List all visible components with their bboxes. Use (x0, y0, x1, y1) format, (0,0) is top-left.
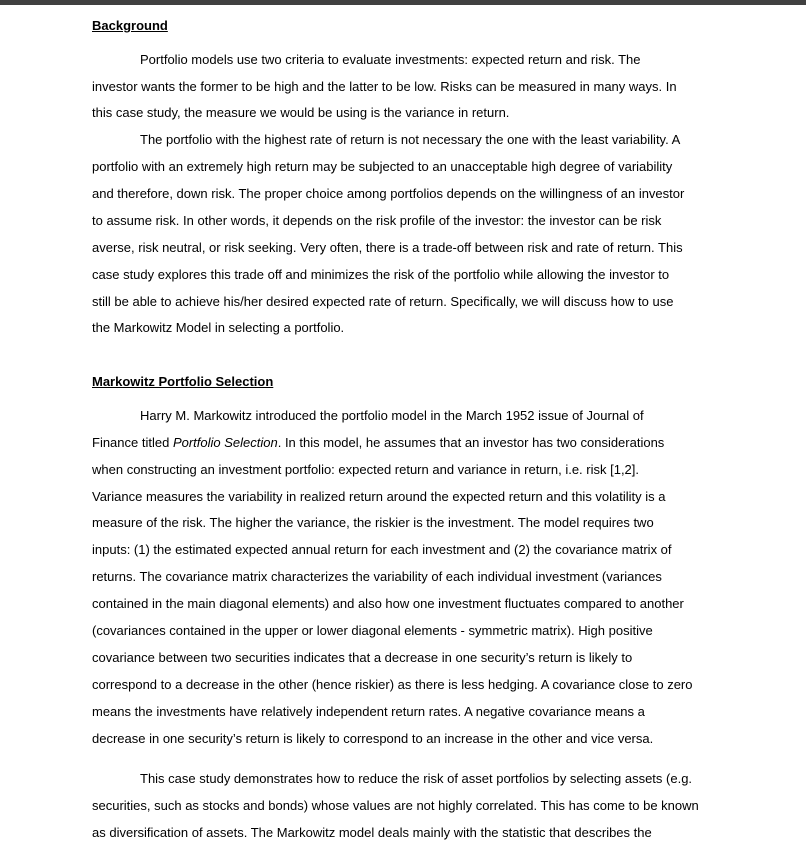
paragraph-line: investor wants the former to be high and the latter to be low. Risks can be measured in many ways. In (92, 79, 677, 94)
paragraph-line: decrease in one security’s return is likely to correspond to an increase in the other and vice versa. (92, 731, 654, 746)
paragraph-line: inputs: (1) the estimated expected annual return for each investment and (2) the covariance matrix of (92, 542, 672, 557)
paragraph-line: measure of the risk. The higher the variance, the riskier is the investment. The model requires two (92, 515, 654, 530)
paragraph-line: when constructing an investment portfolio: expected return and variance in return, i.e. risk [1,2]. (92, 462, 640, 477)
line-text: . In this model, he assumes that an investor has two considerations (277, 435, 665, 450)
paragraph-line: The portfolio with the highest rate of return is not necessary the one with the least variability. A (140, 132, 681, 147)
paragraph-line: correspond to a decrease in the other (hence riskier) as there is less hedging. A covariance close to zero (92, 677, 693, 692)
paragraph-line: averse, risk neutral, or risk seeking. Very often, there is a trade-off between risk and rate of return. This (92, 240, 683, 255)
paragraph-line: this case study, the measure we would be using is the variance in return. (92, 105, 510, 120)
paragraph-line: the Markowitz Model in selecting a portfolio. (92, 320, 345, 335)
paragraph-line (92, 435, 664, 451)
paragraph-line: means the investments have relatively independent return rates. A negative covariance means a (92, 704, 645, 719)
paragraph-line: This case study demonstrates how to reduce the risk of asset portfolios by selecting assets (e.g. (140, 771, 693, 786)
paragraph-line: still be able to achieve his/her desired expected rate of return. Specifically, we will discuss how to use (92, 294, 674, 309)
paragraph-line: Portfolio models use two criteria to evaluate investments: expected return and risk. The (140, 52, 641, 67)
line-text: Finance titled (92, 435, 173, 450)
paragraph-line: to assume risk. In other words, it depends on the risk profile of the investor: the investor can be risk (92, 213, 662, 228)
paragraph-line: Variance measures the variability in realized return around the expected return and this volatility is a (92, 489, 666, 504)
markowitz-heading: Markowitz Portfolio Selection (92, 374, 274, 389)
publication-title: Portfolio Selection (172, 435, 278, 450)
paragraph-line: case study explores this trade off and minimizes the risk of the portfolio while allowing the investor to (92, 267, 670, 282)
paragraph-line: portfolio with an extremely high return may be subjected to an unacceptable high degree of variability (92, 159, 673, 174)
background-heading: Background (92, 18, 168, 33)
paragraph-line: as diversification of assets. The Markowitz model deals mainly with the statistic that describes the (92, 825, 652, 840)
paragraph-line: (covariances contained in the upper or lower diagonal elements - symmetric matrix). High positive (92, 623, 653, 638)
paragraph-line: Harry M. Markowitz introduced the portfolio model in the March 1952 issue of Journal of (140, 408, 644, 423)
paragraph-line: returns. The covariance matrix characterizes the variability of each individual investment (variances (92, 569, 662, 584)
paragraph-line: covariance between two securities indicates that a decrease in one security’s return is likely to (92, 650, 633, 665)
window-top-bar (0, 0, 806, 5)
paragraph-line: contained in the main diagonal elements) and also how one investment fluctuates compared to another (92, 596, 684, 611)
paragraph-line: securities, such as stocks and bonds) whose values are not highly correlated. This has come to be known (92, 798, 699, 813)
paragraph-line: and therefore, down risk. The proper choice among portfolios depends on the willingness of an investor (92, 186, 685, 201)
